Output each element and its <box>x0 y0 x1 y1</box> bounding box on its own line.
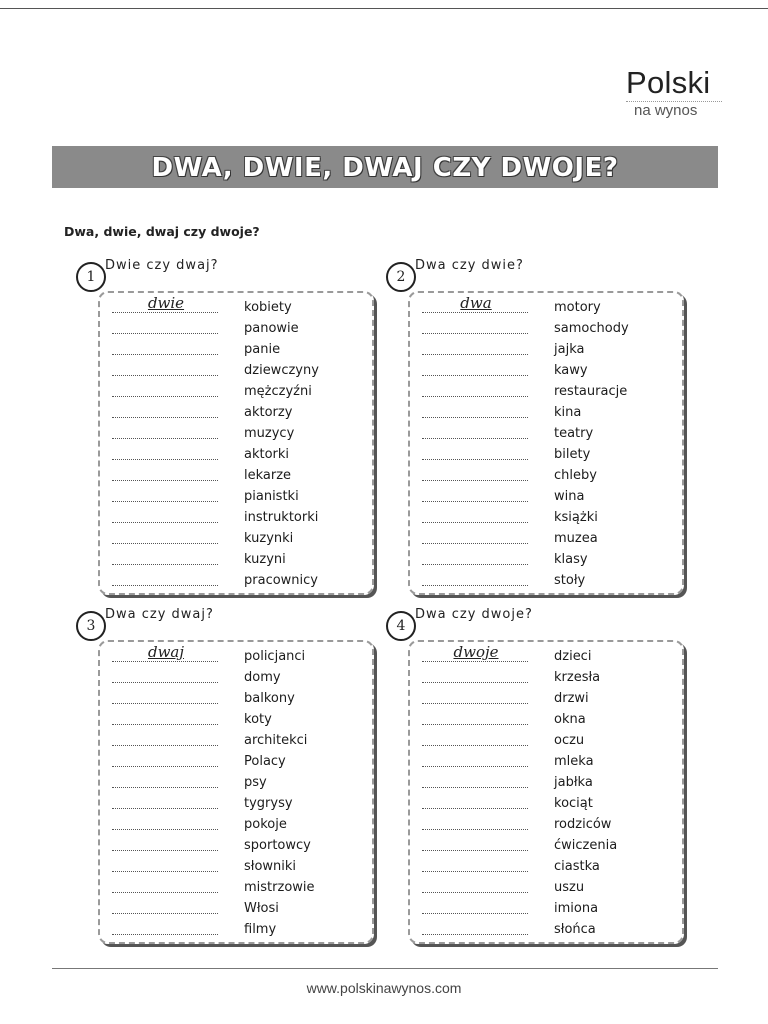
noun: klasy <box>554 552 588 567</box>
noun: architekci <box>244 733 308 748</box>
answer-blank[interactable] <box>422 543 528 544</box>
logo-main: Polski <box>626 65 711 100</box>
answer-blank[interactable] <box>112 934 218 935</box>
instruction: Dwa, dwie, dwaj czy dwoje? <box>64 224 260 239</box>
exercise-number: 1 <box>76 262 106 292</box>
exercise-rows <box>110 294 370 593</box>
list-item <box>110 362 370 383</box>
list-item <box>420 320 680 341</box>
list-item <box>110 446 370 467</box>
answer-blank[interactable] <box>112 585 218 586</box>
answer-blank[interactable] <box>422 661 528 662</box>
list-item <box>110 669 370 690</box>
example-answer: dwaj <box>147 643 185 661</box>
answer-blank[interactable] <box>422 913 528 914</box>
example-answer: dwa <box>460 294 492 312</box>
list-item <box>420 669 680 690</box>
noun: mężczyźni <box>244 384 312 399</box>
answer-blank[interactable] <box>422 682 528 683</box>
page-title: DWA, DWIE, DWAJ CZY DWOJE? <box>151 153 619 183</box>
exercise-number: 2 <box>386 262 416 292</box>
noun: ćwiczenia <box>554 838 618 853</box>
answer-blank[interactable] <box>422 459 528 460</box>
answer-blank[interactable] <box>112 682 218 683</box>
noun: kobiety <box>244 300 292 315</box>
list-item <box>420 341 680 362</box>
noun: instruktorki <box>244 510 319 525</box>
list-item <box>420 572 680 593</box>
answer-blank[interactable] <box>112 501 218 502</box>
answer-blank[interactable] <box>422 354 528 355</box>
noun: mleka <box>554 754 594 769</box>
list-item <box>110 921 370 942</box>
list-item <box>420 509 680 530</box>
answer-blank[interactable] <box>422 892 528 893</box>
answer-blank[interactable] <box>112 459 218 460</box>
answer-blank[interactable] <box>422 808 528 809</box>
list-item <box>420 530 680 551</box>
answer-blank[interactable] <box>422 312 528 313</box>
answer-blank[interactable] <box>112 312 218 313</box>
list-item <box>110 879 370 900</box>
list-item <box>110 795 370 816</box>
noun: kawy <box>554 363 588 378</box>
noun: chleby <box>554 468 597 483</box>
answer-blank[interactable] <box>422 438 528 439</box>
exercise-title: Dwa czy dwaj? <box>105 607 214 622</box>
list-item <box>110 774 370 795</box>
list-item <box>420 551 680 572</box>
list-item <box>420 362 680 383</box>
list-item <box>110 900 370 921</box>
noun: słońca <box>554 922 596 937</box>
list-item <box>420 795 680 816</box>
list-item <box>110 383 370 404</box>
answer-blank[interactable] <box>422 522 528 523</box>
example-answer: dwoje <box>453 643 499 661</box>
noun: sportowcy <box>244 838 311 853</box>
answer-blank[interactable] <box>112 438 218 439</box>
answer-blank[interactable] <box>422 396 528 397</box>
exercise-rows <box>420 294 680 593</box>
list-item <box>110 572 370 593</box>
noun: koty <box>244 712 272 727</box>
noun: Polacy <box>244 754 286 769</box>
list-item <box>420 900 680 921</box>
answer-blank[interactable] <box>112 564 218 565</box>
list-item <box>110 711 370 732</box>
list-item <box>110 858 370 879</box>
answer-blank[interactable] <box>112 703 218 704</box>
noun: oczu <box>554 733 585 748</box>
answer-blank[interactable] <box>112 850 218 851</box>
answer-blank[interactable] <box>112 396 218 397</box>
noun: muzycy <box>244 426 295 441</box>
exercise-rows <box>420 643 680 942</box>
noun: bilety <box>554 447 591 462</box>
noun: jabłka <box>554 775 593 790</box>
list-item <box>110 404 370 425</box>
noun: wina <box>554 489 585 504</box>
list-item <box>110 643 370 669</box>
noun: policjanci <box>244 649 306 664</box>
exercise-title: Dwa czy dwie? <box>415 258 524 273</box>
noun: słowniki <box>244 859 297 874</box>
noun: balkony <box>244 691 295 706</box>
noun: kociąt <box>554 796 593 811</box>
answer-blank[interactable] <box>112 829 218 830</box>
answer-blank[interactable] <box>112 333 218 334</box>
list-item <box>110 732 370 753</box>
noun: psy <box>244 775 267 790</box>
exercise-number: 4 <box>386 611 416 641</box>
exercise-rows <box>110 643 370 942</box>
list-item <box>110 753 370 774</box>
noun: lekarze <box>244 468 292 483</box>
noun: Włosi <box>244 901 279 916</box>
noun: panie <box>244 342 281 357</box>
list-item <box>420 774 680 795</box>
list-item <box>420 383 680 404</box>
list-item <box>420 858 680 879</box>
answer-blank[interactable] <box>422 585 528 586</box>
bottom-rule <box>52 968 718 969</box>
noun: imiona <box>554 901 599 916</box>
logo-sub: na wynos <box>626 101 722 119</box>
list-item <box>420 753 680 774</box>
answer-blank[interactable] <box>112 417 218 418</box>
list-item <box>110 837 370 858</box>
answer-blank[interactable] <box>422 871 528 872</box>
list-item <box>110 816 370 837</box>
answer-blank[interactable] <box>422 501 528 502</box>
noun: dzieci <box>554 649 592 664</box>
list-item <box>420 732 680 753</box>
list-item <box>110 530 370 551</box>
list-item <box>420 690 680 711</box>
list-item <box>420 294 680 320</box>
answer-blank[interactable] <box>112 913 218 914</box>
logo <box>626 66 722 119</box>
list-item <box>420 467 680 488</box>
list-item <box>110 294 370 320</box>
answer-blank[interactable] <box>112 522 218 523</box>
list-item <box>420 837 680 858</box>
noun: motory <box>554 300 601 315</box>
answer-blank[interactable] <box>422 375 528 376</box>
list-item <box>420 921 680 942</box>
exercise-title: Dwa czy dwoje? <box>415 607 533 622</box>
answer-blank[interactable] <box>112 787 218 788</box>
answer-blank[interactable] <box>422 564 528 565</box>
answer-blank[interactable] <box>422 850 528 851</box>
footer-url: www.polskinawynos.com <box>306 980 462 996</box>
list-item <box>420 488 680 509</box>
list-item <box>420 879 680 900</box>
noun: pianistki <box>244 489 299 504</box>
noun: aktorzy <box>244 405 293 420</box>
answer-blank[interactable] <box>112 354 218 355</box>
list-item <box>420 643 680 669</box>
list-item <box>420 711 680 732</box>
exercise-number: 3 <box>76 611 106 641</box>
noun: rodziców <box>554 817 612 832</box>
answer-blank[interactable] <box>112 745 218 746</box>
answer-blank[interactable] <box>112 543 218 544</box>
noun: pracownicy <box>244 573 318 588</box>
noun: stoły <box>554 573 586 588</box>
answer-blank[interactable] <box>112 661 218 662</box>
answer-blank[interactable] <box>112 892 218 893</box>
answer-blank[interactable] <box>422 333 528 334</box>
list-item <box>420 816 680 837</box>
noun: tygrysy <box>244 796 293 811</box>
noun: muzea <box>554 531 598 546</box>
list-item <box>420 446 680 467</box>
answer-blank[interactable] <box>112 375 218 376</box>
answer-blank[interactable] <box>422 829 528 830</box>
title-banner <box>52 146 718 188</box>
noun: pokoje <box>244 817 287 832</box>
answer-blank[interactable] <box>112 808 218 809</box>
list-item <box>110 467 370 488</box>
answer-blank[interactable] <box>112 480 218 481</box>
noun: książki <box>554 510 598 525</box>
list-item <box>110 509 370 530</box>
list-item <box>420 404 680 425</box>
answer-blank[interactable] <box>422 934 528 935</box>
answer-blank[interactable] <box>422 417 528 418</box>
noun: krzesła <box>554 670 601 685</box>
answer-blank[interactable] <box>112 766 218 767</box>
answer-blank[interactable] <box>112 871 218 872</box>
example-answer: dwie <box>147 294 185 312</box>
noun: kuzyni <box>244 552 286 567</box>
noun: mistrzowie <box>244 880 315 895</box>
list-item <box>420 425 680 446</box>
list-item <box>110 551 370 572</box>
answer-blank[interactable] <box>422 766 528 767</box>
noun: kina <box>554 405 582 420</box>
answer-blank[interactable] <box>422 480 528 481</box>
noun: jajka <box>554 342 585 357</box>
answer-blank[interactable] <box>112 724 218 725</box>
list-item <box>110 690 370 711</box>
answer-blank[interactable] <box>422 787 528 788</box>
noun: filmy <box>244 922 277 937</box>
exercise-title: Dwie czy dwaj? <box>105 258 219 273</box>
answer-blank[interactable] <box>422 724 528 725</box>
noun: restauracje <box>554 384 628 399</box>
answer-blank[interactable] <box>422 745 528 746</box>
list-item <box>110 320 370 341</box>
list-item <box>110 488 370 509</box>
noun: uszu <box>554 880 585 895</box>
noun: drzwi <box>554 691 589 706</box>
list-item <box>110 341 370 362</box>
noun: panowie <box>244 321 299 336</box>
noun: kuzynki <box>244 531 294 546</box>
list-item <box>110 425 370 446</box>
noun: samochody <box>554 321 629 336</box>
noun: teatry <box>554 426 594 441</box>
noun: ciastka <box>554 859 600 874</box>
answer-blank[interactable] <box>422 703 528 704</box>
noun: dziewczyny <box>244 363 319 378</box>
noun: aktorki <box>244 447 290 462</box>
top-rule <box>0 8 768 9</box>
noun: domy <box>244 670 281 685</box>
noun: okna <box>554 712 586 727</box>
